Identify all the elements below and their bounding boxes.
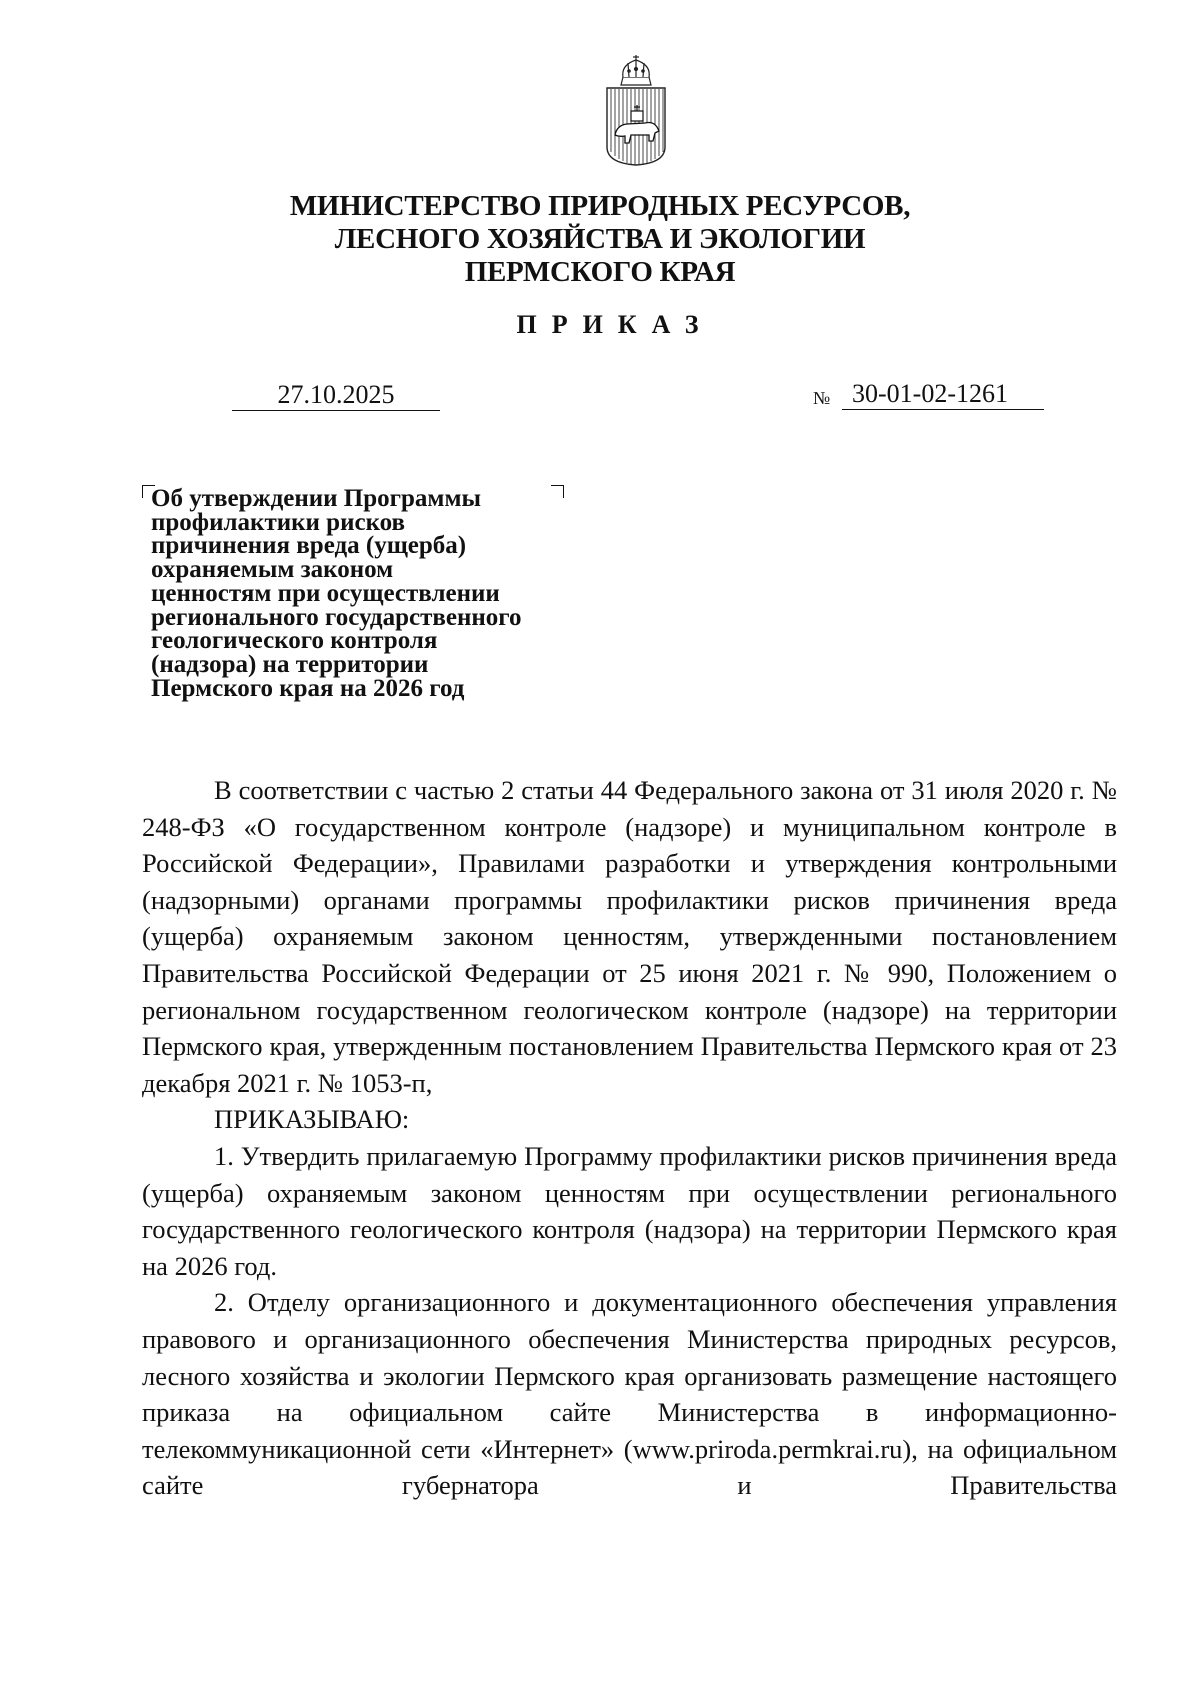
coat-of-arms-icon: [601, 55, 671, 167]
subject-line: Пермского края на 2026 год: [151, 674, 465, 702]
order-word: ПРИКАЗЫВАЮ:: [214, 1104, 410, 1135]
order-item-1: 1. Утвердить прилагаемую Программу профилактики рисков причинения вреда (ущерба) охраняемым законом ценностям при осуществлении регионального государственного геологического контроля (надзора) на территории Пермского края на 2026 год.: [142, 1140, 1117, 1281]
order-body: [142, 772, 1117, 1504]
subject-line: охраняемым законом: [151, 556, 394, 584]
subject-line: ценностям при осуществлении: [151, 579, 500, 607]
order-number: 30-01-02-1261: [842, 379, 1044, 410]
subject-line: геологического контроля: [151, 627, 438, 655]
order-item-2: 2. Отделу организационного и документационного обеспечения управления правового и организационного обеспечения Министерства природных ресурсов, лесного хозяйства и экологии Пермского края организовать размещение настоящего приказа на официальном сайте Министерства в информационно-телекоммуникационной сети «Интернет» (www.priroda.permkrai.ru), на официальном сайте губернатора и Правительства: [142, 1287, 1117, 1501]
subject-line: регионального государственного: [151, 603, 522, 631]
subject-line: (надзора) на территории: [151, 650, 429, 678]
order-subject: [151, 487, 591, 700]
order-title: ПРИКАЗ: [516, 310, 714, 339]
subject-line: Об утверждении Программы: [151, 485, 481, 512]
preamble-paragraph: В соответствии с частью 2 статьи 44 Федерального закона от 31 июля 2020 г. № 248-ФЗ «О государственном контроле (надзоре) и муниципальном контроле в Российской Федерации», Правилами разработки и утверждения контрольными (надзорными) органами программы профилактики рисков причинения вреда (ущерба) охраняемым законом ценностям, утвержденными постановлением Правительства Российской Федерации от 25 июня 2021 г. № 990, Положением о региональном государственном геологическом контроле (надзоре) на территории Пермского края, утвержденным постановлением Правительства Пермского края от 23 декабря 2021 г. № 1053-п,: [142, 775, 1117, 1098]
order-date: 27.10.2025: [232, 380, 440, 411]
subject-line: профилактики рисков: [151, 508, 406, 536]
ministry-name-line-1: МИНИСТЕРСТВО ПРИРОДНЫХ РЕСУРСОВ,: [289, 190, 911, 222]
ministry-name-line-2: ЛЕСНОГО ХОЗЯЙСТВА И ЭКОЛОГИИ: [334, 223, 866, 255]
ministry-name-line-3: ПЕРМСКОГО КРАЯ: [464, 256, 736, 288]
subject-line: причинения вреда (ущерба): [151, 532, 467, 560]
number-sign: №: [813, 388, 831, 408]
